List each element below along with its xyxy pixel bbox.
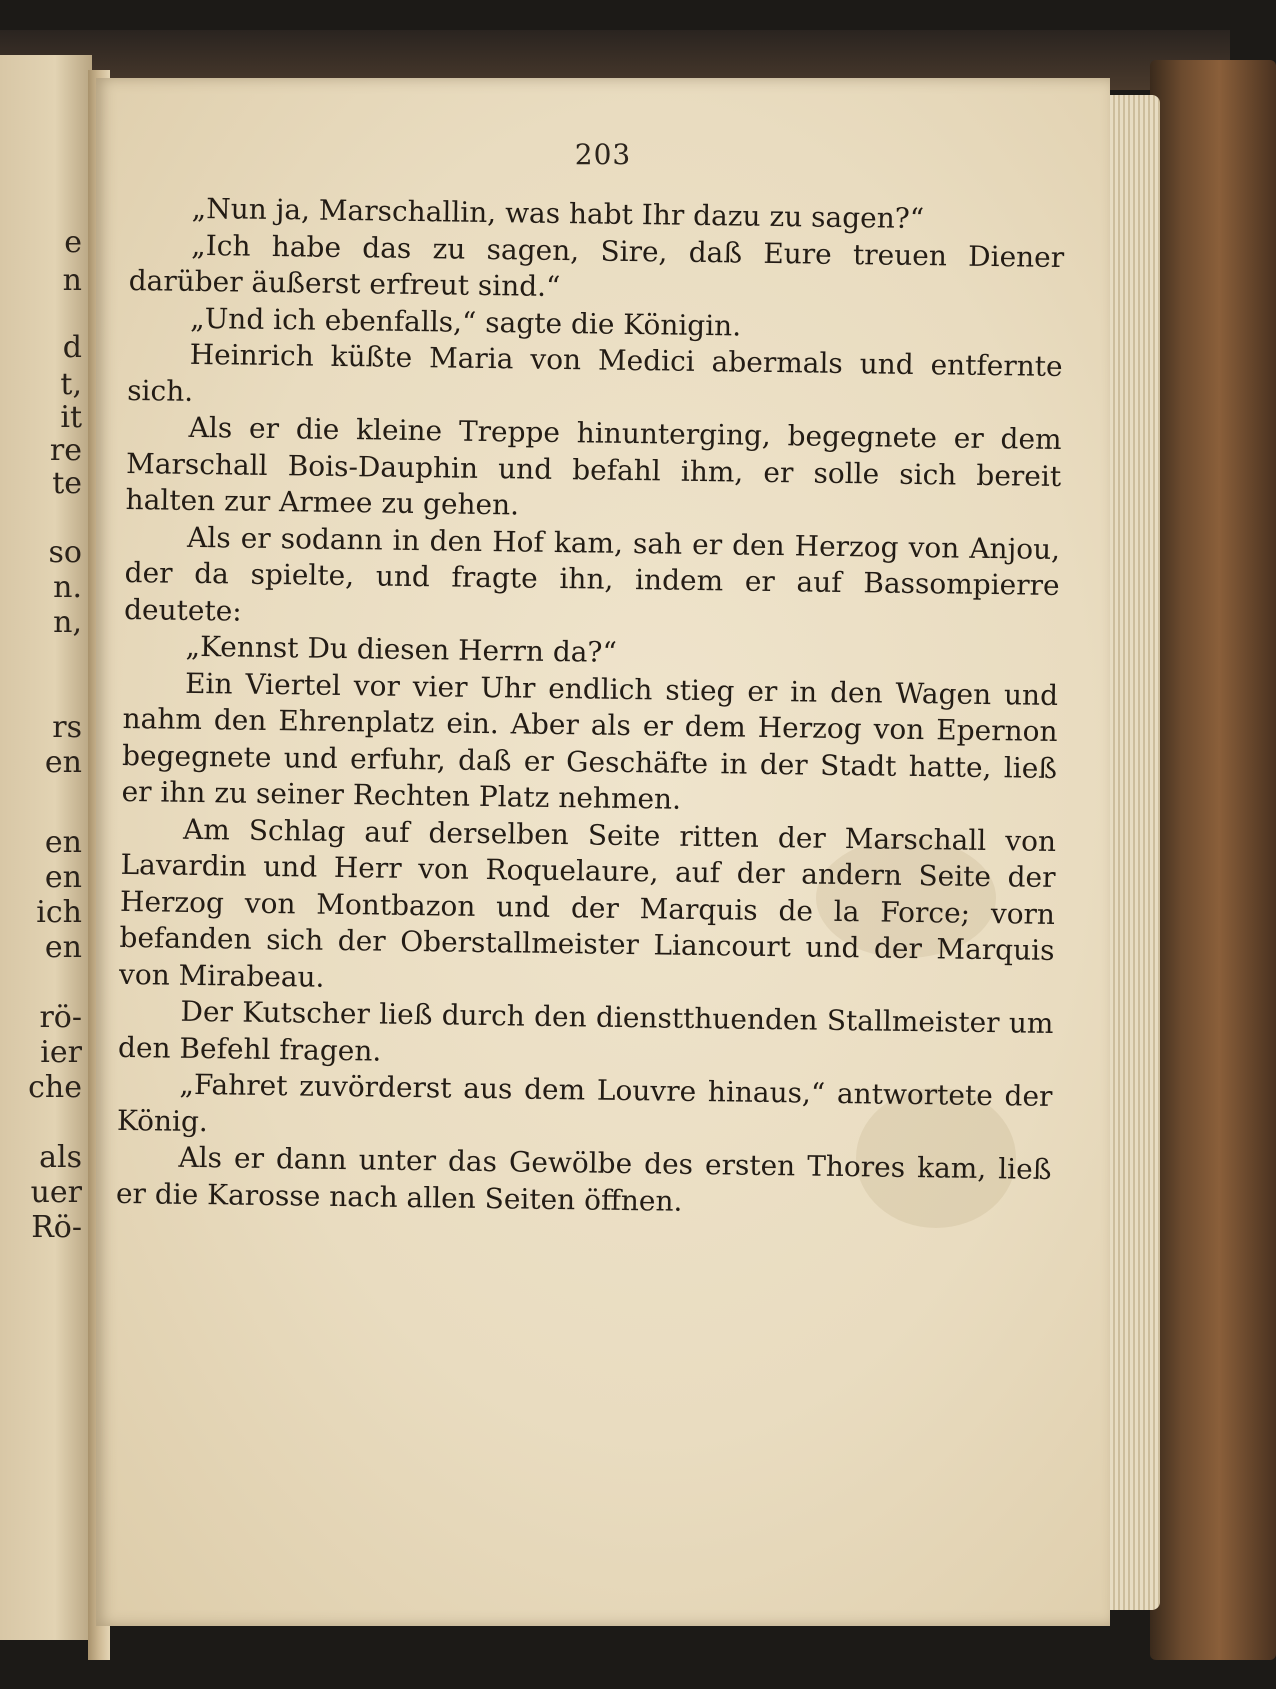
left-fragment: te (52, 466, 82, 501)
paragraph: Ein Viertel vor vier Uhr endlich stieg er in den Wagen und nahm den Ehrenplatz ein. Aber als er dem Herzog von Epernon begegnete und erfuhr, daß er Geschäfte in der Stadt hatte, ließ er ihn zu seiner Rechten Platz nehmen. (121, 666, 1059, 816)
left-page (0, 55, 92, 1640)
paragraph: „Ich habe das zu sagen, Sire, daß Eure treuen Diener darüber äußerst erfreut sind.“ (128, 228, 1065, 304)
left-fragment: als (39, 1140, 82, 1175)
page-body (116, 190, 1065, 1225)
left-fragment: t, (60, 367, 82, 402)
paragraph: Als er dann unter das Gewölbe des ersten Thores kam, ließ er die Karosse nach allen Seiten öffnen. (115, 1140, 1052, 1218)
paragraph: „Kennst Du diesen Herrn da?“ (185, 629, 617, 669)
left-fragment: rs (52, 710, 82, 745)
paragraph: Am Schlag auf derselben Seite ritten der Marschall von Lavardin und Herr von Roquelaure, auf der andern Seite der Herzog von Montbazon und der Marquis de la Force; vorn befanden sich der Oberstallmeister Liancourt und der Marquis von Mirabeau. (118, 812, 1057, 994)
left-fragment: rö- (39, 1000, 82, 1035)
paragraph: Der Kutscher ließ durch den dienstthuenden Stallmeister um den Befehl fragen. (117, 994, 1054, 1068)
book-cover-right (1150, 60, 1276, 1660)
left-fragment: n. (53, 570, 82, 605)
left-fragment: so (48, 535, 82, 570)
left-fragment: uer (30, 1175, 82, 1210)
left-fragment: re (49, 433, 82, 468)
paragraph: „Nun ja, Marschallin, was habt Ihr dazu zu sagen?“ (191, 191, 925, 236)
left-fragment: en (44, 930, 82, 965)
left-fragment: n (62, 263, 82, 298)
left-fragment: che (28, 1070, 82, 1105)
left-fragment: ier (40, 1035, 82, 1070)
left-page-text-fragments (0, 55, 92, 1640)
paragraph: „Und ich ebenfalls,“ sagte die Königin. (189, 301, 742, 343)
left-fragment: e (64, 225, 82, 260)
paragraph: „Fahret zuvörderst aus dem Louvre hinaus,“ antwortete der König. (116, 1067, 1053, 1138)
paragraph: Heinrich küßte Maria von Medici abermals und entfernte sich. (126, 337, 1063, 408)
page-number: 203 (574, 138, 632, 171)
left-fragment: ich (36, 895, 82, 930)
left-fragment: en (44, 825, 82, 860)
paragraph: Als er sodann in den Hof kam, sah er den Herzog von Anjou, der da spielte, und fragte ihn, indem er auf Bassompierre deutete: (123, 520, 1061, 628)
left-fragment: en (44, 745, 82, 780)
right-page (96, 78, 1110, 1626)
left-fragment: d (62, 330, 82, 365)
paragraph: Als er die kleine Treppe hinunterging, begegnete er dem Marschall Bois-Dauphin und befahl ihm, er solle sich bereit halten zur Armee zu gehen. (125, 410, 1062, 522)
left-fragment: en (44, 860, 82, 895)
left-fragment: it (60, 400, 82, 435)
left-fragment: n, (53, 605, 82, 640)
left-fragment: Rö- (31, 1210, 82, 1245)
